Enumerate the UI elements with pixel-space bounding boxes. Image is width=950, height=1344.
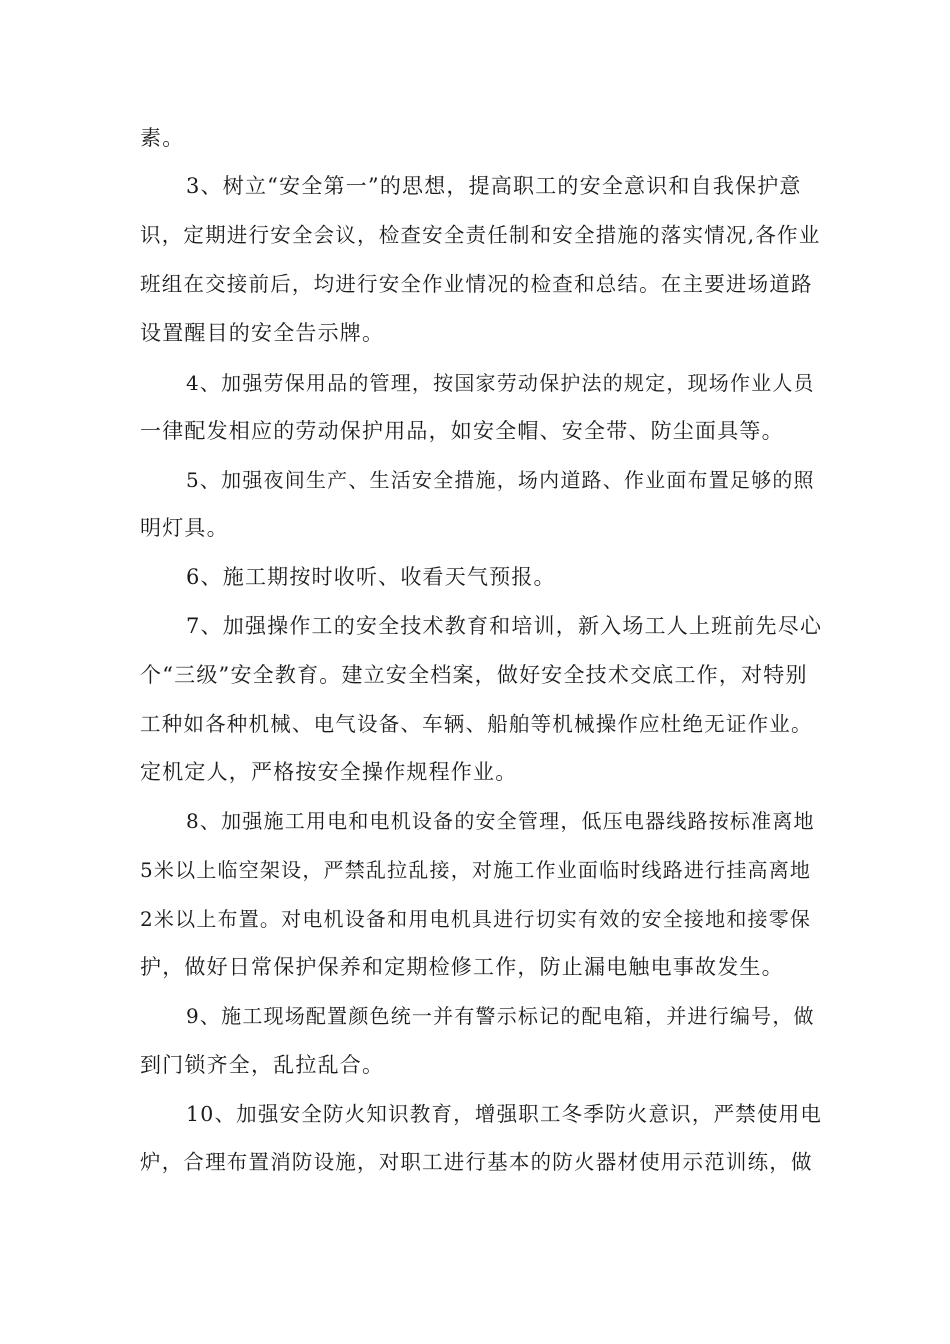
text-line: 7、加强操作工的安全技术教育和培训，新入场工人上班前先尽心 — [186, 614, 823, 638]
text-line: 素。 — [140, 126, 185, 150]
text-line: 10、加强安全防火知识教育，增强职工冬季防火意识，严禁使用电 — [186, 1102, 823, 1126]
text-line: 5米以上临空架设，严禁乱拉乱接，对施工作业面临时线路进行挂高离地 — [140, 858, 812, 882]
text-line: 3、树立“安全第一”的思想，提高职工的安全意识和自我保护意 — [186, 174, 802, 198]
text-line: 定机定人，严格按安全操作规程作业。 — [140, 760, 518, 784]
text-line: 到门锁齐全，乱拉乱合。 — [140, 1053, 385, 1077]
text-line: 8、加强施工用电和电机设备的安全管理，低压电器线路按标准离地 — [186, 809, 815, 833]
text-line: 设置醒目的安全告示牌。 — [140, 321, 385, 345]
text-line: 个“三级”安全教育。建立安全档案，做好安全技术交底工作，对特别 — [140, 663, 808, 687]
text-line: 识，定期进行安全会议，检查安全责任制和安全措施的落实情况,各作业 — [140, 223, 821, 247]
text-line: 炉，合理布置消防设施，对职工进行基本的防火器材使用示范训练，做 — [140, 1150, 813, 1174]
text-line: 9、施工现场配置颜色统一并有警示标记的配电箱，并进行编号，做 — [186, 1004, 815, 1028]
text-line: 2米以上布置。对电机设备和用电机具进行切实有效的安全接地和接零保 — [140, 907, 812, 931]
text-line: 明灯具。 — [140, 516, 229, 540]
text-line: 护，做好日常保护保养和定期检修工作，防止漏电触电事故发生。 — [140, 955, 784, 979]
text-line: 班组在交接前后，均进行安全作业情况的检查和总结。在主要进场道路 — [140, 272, 813, 296]
text-line: 6、施工期按时收听、收看天气预报。 — [186, 565, 556, 589]
text-line: 4、加强劳保用品的管理，按国家劳动保护法的规定，现场作业人员 — [186, 371, 815, 395]
text-line: 一律配发相应的劳动保护用品，如安全帽、安全带、防尘面具等。 — [140, 419, 784, 443]
text-line: 5、加强夜间生产、生活安全措施，场内道路、作业面布置足够的照 — [186, 468, 815, 492]
text-line: 工种如各种机械、电气设备、车辆、船舶等机械操作应杜绝无证作业。 — [140, 712, 813, 736]
